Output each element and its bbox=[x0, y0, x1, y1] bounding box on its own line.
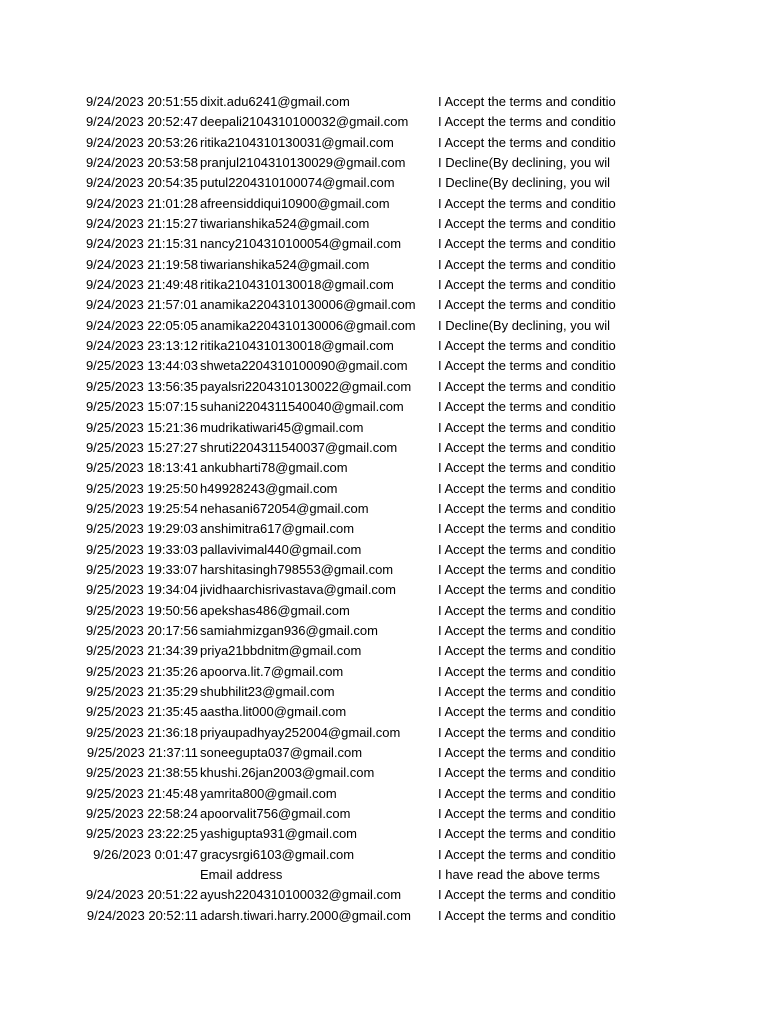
table-row bbox=[0, 336, 768, 356]
table-row bbox=[0, 743, 768, 763]
timestamp-cell: 9/25/2023 19:33:07 bbox=[85, 561, 198, 577]
email-cell: putul2204310100074@gmail.com bbox=[200, 175, 395, 191]
email-cell: anamika2204310130006@gmail.com bbox=[200, 297, 416, 313]
table-row bbox=[0, 601, 768, 621]
email-cell: ayush2204310100032@gmail.com bbox=[200, 887, 402, 903]
table-row bbox=[0, 845, 768, 865]
response-cell: I Accept the terms and conditio bbox=[438, 338, 616, 354]
email-cell: harshitasingh798553@gmail.com bbox=[200, 561, 394, 577]
response-cell: I Accept the terms and conditio bbox=[438, 582, 616, 598]
email-cell: tiwarianshika524@gmail.com bbox=[200, 256, 370, 272]
timestamp-cell: 9/24/2023 20:53:26 bbox=[85, 134, 198, 150]
table-row bbox=[0, 397, 768, 417]
table-row bbox=[0, 377, 768, 397]
email-cell: gracysrgi6103@gmail.com bbox=[200, 846, 355, 862]
timestamp-cell: 9/25/2023 20:17:56 bbox=[85, 622, 198, 638]
response-cell: I Accept the terms and conditio bbox=[438, 94, 616, 109]
response-cell: I Accept the terms and conditio bbox=[438, 724, 616, 740]
timestamp-cell: 9/25/2023 19:25:50 bbox=[85, 480, 198, 496]
timestamp-cell: 9/25/2023 15:27:27 bbox=[85, 439, 198, 455]
table-row bbox=[0, 824, 768, 844]
response-cell: I Accept the terms and conditio bbox=[438, 419, 616, 435]
table-row bbox=[0, 499, 768, 519]
email-cell: shubhilit23@gmail.com bbox=[200, 683, 335, 699]
timestamp-cell: 9/25/2023 19:33:03 bbox=[85, 541, 198, 557]
response-cell: I Accept the terms and conditio bbox=[438, 704, 616, 720]
table-row bbox=[0, 763, 768, 783]
table-row bbox=[0, 173, 768, 193]
email-cell: soneegupta037@gmail.com bbox=[200, 745, 363, 760]
response-cell: I Accept the terms and conditio bbox=[438, 643, 616, 659]
response-cell: I Accept the terms and conditio bbox=[438, 480, 616, 496]
response-cell: I Accept the terms and conditio bbox=[438, 541, 616, 557]
table-row bbox=[0, 804, 768, 824]
table-row bbox=[0, 723, 768, 743]
timestamp-cell: 9/24/2023 21:49:48 bbox=[85, 277, 198, 293]
response-cell: I Accept the terms and conditio bbox=[438, 460, 616, 476]
timestamp-cell: 9/26/2023 0:01:47 bbox=[93, 846, 198, 862]
table-row bbox=[0, 906, 768, 926]
response-cell: I have read the above terms bbox=[438, 867, 600, 883]
table-row bbox=[0, 153, 768, 173]
email-cell: apekshas486@gmail.com bbox=[200, 602, 350, 618]
timestamp-cell: 9/25/2023 19:34:04 bbox=[85, 582, 198, 598]
timestamp-cell: 9/24/2023 21:15:27 bbox=[85, 216, 198, 232]
table-row bbox=[0, 885, 768, 905]
email-cell: jividhaarchisrivastava@gmail.com bbox=[200, 582, 396, 598]
timestamp-cell: 9/25/2023 21:34:39 bbox=[85, 643, 198, 659]
timestamp-cell: 9/25/2023 19:25:54 bbox=[85, 500, 198, 516]
timestamp-cell: 9/24/2023 21:57:01 bbox=[85, 297, 198, 313]
email-cell: shweta2204310100090@gmail.com bbox=[200, 358, 408, 374]
table-row bbox=[0, 865, 768, 885]
response-cell: I Accept the terms and conditio bbox=[438, 277, 616, 293]
response-cell: I Accept the terms and conditio bbox=[438, 236, 616, 252]
timestamp-cell: 9/25/2023 21:45:48 bbox=[85, 785, 198, 801]
email-cell: anshimitra617@gmail.com bbox=[200, 521, 355, 537]
timestamp-cell: 9/25/2023 15:07:15 bbox=[85, 399, 198, 415]
table-row bbox=[0, 92, 768, 112]
timestamp-cell: 9/24/2023 20:51:55 bbox=[85, 94, 198, 109]
table-row bbox=[0, 275, 768, 295]
email-cell: ritika2104310130018@gmail.com bbox=[200, 277, 394, 293]
email-cell: payalsri2204310130022@gmail.com bbox=[200, 378, 412, 394]
response-cell: I Accept the terms and conditio bbox=[438, 745, 616, 760]
table-row bbox=[0, 112, 768, 132]
response-cell: I Accept the terms and conditio bbox=[438, 785, 616, 801]
table-row bbox=[0, 356, 768, 376]
table-row bbox=[0, 702, 768, 722]
timestamp-cell: 9/25/2023 15:21:36 bbox=[85, 419, 198, 435]
email-cell: apoorvalit756@gmail.com bbox=[200, 806, 351, 822]
timestamp-cell: 9/24/2023 20:51:22 bbox=[85, 887, 198, 903]
timestamp-cell: 9/24/2023 22:05:05 bbox=[85, 317, 198, 333]
response-cell: I Accept the terms and conditio bbox=[438, 500, 616, 516]
email-cell: shruti2204311540037@gmail.com bbox=[200, 439, 398, 455]
email-cell: khushi.26jan2003@gmail.com bbox=[200, 765, 375, 781]
email-cell: aastha.lit000@gmail.com bbox=[200, 704, 347, 720]
timestamp-cell: 9/25/2023 23:22:25 bbox=[85, 826, 198, 842]
timestamp-cell: 9/25/2023 21:38:55 bbox=[85, 765, 198, 781]
table-row bbox=[0, 662, 768, 682]
email-cell: Email address bbox=[200, 867, 283, 883]
email-cell: samiahmizgan936@gmail.com bbox=[200, 622, 378, 638]
table-row bbox=[0, 255, 768, 275]
email-cell: anamika2204310130006@gmail.com bbox=[200, 317, 416, 333]
response-cell: I Accept the terms and conditio bbox=[438, 806, 616, 822]
response-cell: I Accept the terms and conditio bbox=[438, 195, 616, 211]
timestamp-cell: 9/24/2023 23:13:12 bbox=[85, 338, 198, 354]
table-row bbox=[0, 214, 768, 234]
table-row bbox=[0, 458, 768, 478]
response-cell: I Accept the terms and conditio bbox=[438, 399, 616, 415]
response-cell: I Accept the terms and conditio bbox=[438, 663, 616, 679]
email-cell: ankubharti78@gmail.com bbox=[200, 460, 348, 476]
response-cell: I Accept the terms and conditio bbox=[438, 439, 616, 455]
table-row bbox=[0, 234, 768, 254]
table-row bbox=[0, 560, 768, 580]
email-cell: priya21bbdnitm@gmail.com bbox=[200, 643, 362, 659]
email-cell: mudrikatiwari45@gmail.com bbox=[200, 419, 364, 435]
response-cell: I Accept the terms and conditio bbox=[438, 256, 616, 272]
response-cell: I Accept the terms and conditio bbox=[438, 561, 616, 577]
response-cell: I Accept the terms and conditio bbox=[438, 134, 616, 150]
response-cell: I Accept the terms and conditio bbox=[438, 216, 616, 232]
timestamp-cell: 9/24/2023 20:52:47 bbox=[85, 114, 198, 130]
email-cell: yashigupta931@gmail.com bbox=[200, 826, 358, 842]
response-cell: I Accept the terms and conditio bbox=[438, 846, 616, 862]
email-cell: apoorva.lit.7@gmail.com bbox=[200, 663, 344, 679]
table-row bbox=[0, 580, 768, 600]
email-cell: afreensiddiqui10900@gmail.com bbox=[200, 195, 390, 211]
email-cell: suhani2204311540040@gmail.com bbox=[200, 399, 404, 415]
response-cell: I Accept the terms and conditio bbox=[438, 887, 616, 903]
timestamp-cell: 9/25/2023 19:50:56 bbox=[85, 602, 198, 618]
table-row bbox=[0, 295, 768, 315]
response-cell: I Accept the terms and conditio bbox=[438, 683, 616, 699]
timestamp-cell: 9/25/2023 21:35:45 bbox=[85, 704, 198, 720]
email-cell: pranjul2104310130029@gmail.com bbox=[200, 155, 406, 171]
response-cell: I Decline(By declining, you wil bbox=[438, 175, 610, 191]
timestamp-cell: 9/24/2023 21:19:58 bbox=[85, 256, 198, 272]
timestamp-cell: 9/25/2023 18:13:41 bbox=[85, 460, 198, 476]
table-row bbox=[0, 784, 768, 804]
response-cell: I Decline(By declining, you wil bbox=[438, 317, 610, 333]
response-cell: I Accept the terms and conditio bbox=[438, 378, 616, 394]
response-cell: I Accept the terms and conditio bbox=[438, 622, 616, 638]
email-cell: nehasani672054@gmail.com bbox=[200, 500, 369, 516]
table-row bbox=[0, 479, 768, 499]
timestamp-cell: 9/25/2023 19:29:03 bbox=[85, 521, 198, 537]
timestamp-cell: 9/24/2023 20:52:11 bbox=[86, 907, 198, 923]
timestamp-cell: 9/24/2023 21:01:28 bbox=[85, 195, 198, 211]
email-cell: h49928243@gmail.com bbox=[200, 480, 338, 496]
table-row bbox=[0, 519, 768, 539]
email-cell: adarsh.tiwari.harry.2000@gmail.com bbox=[200, 907, 411, 923]
email-cell: yamrita800@gmail.com bbox=[200, 785, 337, 801]
timestamp-cell: 9/25/2023 21:35:29 bbox=[85, 683, 198, 699]
response-cell: I Accept the terms and conditio bbox=[438, 521, 616, 537]
table-row bbox=[0, 194, 768, 214]
timestamp-cell: 9/25/2023 21:37:11 bbox=[86, 745, 198, 760]
table-row bbox=[0, 316, 768, 336]
table-row bbox=[0, 621, 768, 641]
timestamp-cell: 9/25/2023 22:58:24 bbox=[85, 806, 198, 822]
timestamp-cell: 9/24/2023 20:54:35 bbox=[85, 175, 198, 191]
timestamp-cell: 9/25/2023 13:44:03 bbox=[85, 358, 198, 374]
email-cell: tiwarianshika524@gmail.com bbox=[200, 216, 370, 232]
response-cell: I Accept the terms and conditio bbox=[438, 358, 616, 374]
email-cell: ritika2104310130031@gmail.com bbox=[200, 134, 394, 150]
table-row bbox=[0, 133, 768, 153]
email-cell: priyaupadhyay252004@gmail.com bbox=[200, 724, 401, 740]
timestamp-cell: 9/25/2023 21:35:26 bbox=[85, 663, 198, 679]
timestamp-cell: 9/25/2023 21:36:18 bbox=[85, 724, 198, 740]
response-cell: I Accept the terms and conditio bbox=[438, 602, 616, 618]
email-cell: deepali2104310100032@gmail.com bbox=[200, 114, 409, 130]
timestamp-cell: 9/24/2023 21:15:31 bbox=[85, 236, 198, 252]
response-cell: I Accept the terms and conditio bbox=[438, 826, 616, 842]
email-cell: nancy2104310100054@gmail.com bbox=[200, 236, 402, 252]
table-row bbox=[0, 540, 768, 560]
timestamp-cell: 9/25/2023 13:56:35 bbox=[85, 378, 198, 394]
table-row bbox=[0, 641, 768, 661]
table-row bbox=[0, 682, 768, 702]
table-row bbox=[0, 438, 768, 458]
response-cell: I Decline(By declining, you wil bbox=[438, 155, 610, 171]
response-cell: I Accept the terms and conditio bbox=[438, 297, 616, 313]
email-cell: dixit.adu6241@gmail.com bbox=[200, 94, 350, 109]
table-row bbox=[0, 418, 768, 438]
response-cell: I Accept the terms and conditio bbox=[438, 907, 616, 923]
response-cell: I Accept the terms and conditio bbox=[438, 765, 616, 781]
email-cell: ritika2104310130018@gmail.com bbox=[200, 338, 394, 354]
timestamp-cell: 9/24/2023 20:53:58 bbox=[85, 155, 198, 171]
email-cell: pallavivimal440@gmail.com bbox=[200, 541, 362, 557]
spreadsheet-page bbox=[0, 92, 768, 926]
response-cell: I Accept the terms and conditio bbox=[438, 114, 616, 130]
